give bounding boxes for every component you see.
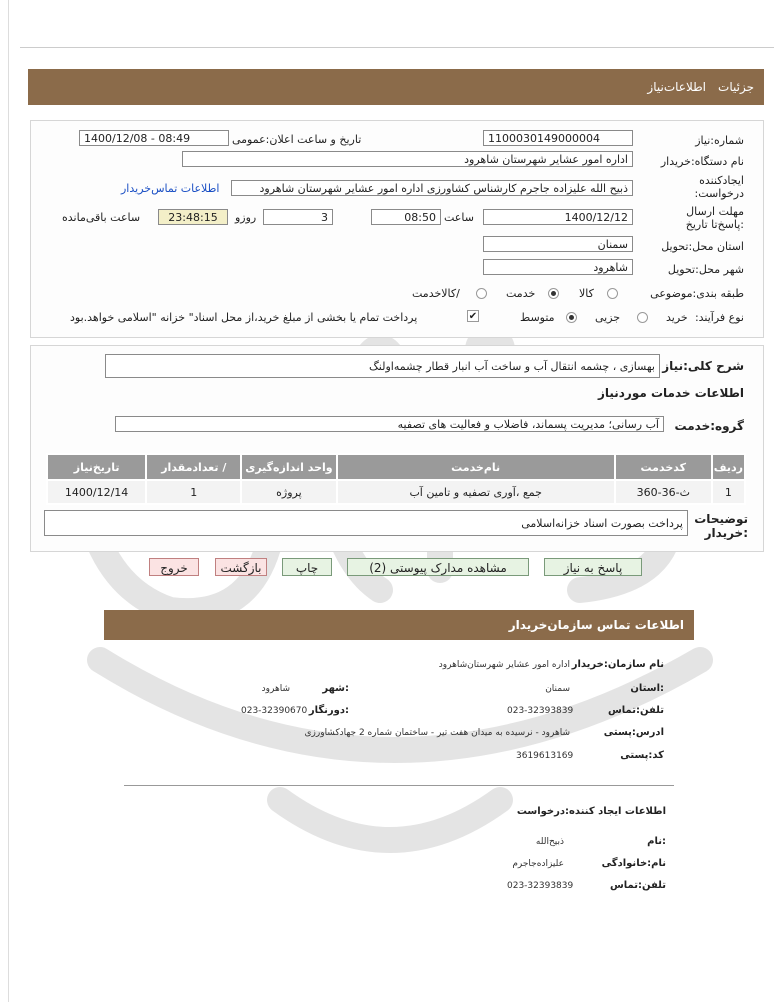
table-row <box>47 480 745 504</box>
deadline-time-field: 08:50 <box>371 209 441 225</box>
creator-phone-label: تلفن:تماس <box>609 880 666 891</box>
announce-label: تاریخ و ساعت اعلان:عمومی <box>232 133 362 146</box>
cell-service-code: ث-36-360 <box>615 480 712 504</box>
process-medium-radio[interactable] <box>566 312 577 323</box>
col-service-code: کدخدمت <box>615 454 712 480</box>
contact-fax: 023-32390670 <box>241 706 308 716</box>
cell-need-date: 1400/12/14 <box>47 480 146 504</box>
city-field: شاهرود <box>483 259 633 275</box>
province-label: استان محل:تحویل <box>661 240 744 253</box>
reply-button[interactable]: پاسخ به نیاز <box>544 558 642 576</box>
category-goods-radio[interactable] <box>607 288 618 299</box>
creator-name: ذبیح‌الله <box>535 837 564 847</box>
creator-name-label: :نام <box>647 836 666 847</box>
time-label: ساعت <box>444 211 474 224</box>
col-service-name: نام‌خدمت <box>337 454 615 480</box>
col-unit: واحد اندازه‌گیری <box>241 454 336 480</box>
category-goods-service-label: /کالاخدمت <box>412 287 460 300</box>
left-border <box>8 0 9 1002</box>
category-service-label: خدمت <box>506 287 536 300</box>
contact-province: سمنان <box>545 684 570 694</box>
process-minor-label: جزیی <box>595 311 621 324</box>
print-button[interactable]: چاپ <box>282 558 332 576</box>
province-field: سمنان <box>483 236 633 252</box>
creator-family: علیزاده‌جاجرم <box>512 859 564 869</box>
category-label: طبقه بندی:موضوعی <box>650 287 744 300</box>
buyer-contact-link[interactable]: اطلاعات تماس‌خریدار <box>121 182 220 195</box>
creator-family-label: نام:خانوادگی <box>601 858 666 869</box>
col-quantity: / تعدادمقدار <box>146 454 241 480</box>
announce-field: 1400/12/08 - 08:49 <box>79 130 229 146</box>
contact-org-label: نام سازمان:خریدار <box>571 659 664 670</box>
contact-postal: 3619613169 <box>516 751 574 761</box>
col-need-date: تاریخ‌نیاز <box>47 454 146 480</box>
creator-field: ذبیح الله علیزاده جاجرم کارشناس کشاورزی اداره امور عشایر شهرستان شاهرود <box>231 180 633 196</box>
process-purchase-label: خرید <box>666 311 688 324</box>
buyer-org-field: اداره امور عشایر شهرستان شاهرود <box>182 151 633 167</box>
creator-phone: 023-32393839 <box>507 881 574 891</box>
service-group-field: آب رسانی؛ مدیریت پسماند، فاضلاب و فعالیت های تصفیه <box>115 416 664 432</box>
payment-checkbox[interactable]: ✔ <box>468 311 478 322</box>
contact-city-label: :شهر <box>322 683 349 694</box>
table-header-row <box>47 454 745 480</box>
contact-phone: 023-32393839 <box>507 706 574 716</box>
contact-address: شاهرود - نرسیده به میدان هفت تیر - ساختمان شماره 2 جهادکشاورزی <box>304 728 570 738</box>
services-table <box>46 453 746 505</box>
remaining-timer: 23:48:15 <box>158 209 228 225</box>
buyer-notes-label: توضیحات :خریدار <box>694 512 748 540</box>
process-medium-label: متوسط <box>520 311 555 324</box>
buyer-org-label: نام دستگاه:خریدار <box>660 155 744 168</box>
back-button[interactable]: بازگشت <box>215 558 267 576</box>
service-group-label: گروه:خدمت <box>674 419 744 433</box>
contact-province-label: :استان <box>630 683 664 694</box>
category-goods-service-radio[interactable] <box>476 288 487 299</box>
details-header-bar <box>28 69 764 105</box>
cell-service-name: جمع ،آوری تصفیه و تامین آب <box>337 480 615 504</box>
top-divider <box>20 47 774 48</box>
contact-phone-label: تلفن:تماس <box>607 705 664 716</box>
category-goods-label: کالا <box>579 287 594 300</box>
category-service-radio[interactable] <box>548 288 559 299</box>
contact-header-bar <box>104 610 694 640</box>
exit-button[interactable]: خروج <box>149 558 199 576</box>
days-label: روزو <box>235 211 257 224</box>
contact-postal-label: کد:پستی <box>620 750 664 761</box>
creator-info-title: اطلاعات ایجاد کننده:درخواست <box>516 806 666 817</box>
description-label: شرح کلی:نیاز <box>662 359 744 373</box>
creator-label: ایجادکننده درخواست: <box>694 174 744 200</box>
contact-address-label: ادرس:پستی <box>603 727 664 738</box>
deadline-date-field: 1400/12/12 <box>483 209 633 225</box>
need-number-label: شماره:نیاز <box>695 134 744 147</box>
contact-divider <box>124 785 674 786</box>
tab-details[interactable]: جزئیات <box>718 80 754 94</box>
cell-row: 1 <box>712 480 745 504</box>
tab-need-info[interactable]: اطلاعات‌نیاز <box>647 80 706 94</box>
payment-note: پرداخت تمام یا بخشی از مبلغ خرید،از محل اسناد" خزانه "اسلامی خواهد.بود <box>70 311 418 324</box>
contact-org: اداره امور عشایر شهرستان‌شاهرود <box>438 660 570 670</box>
attachments-button[interactable]: مشاهده مدارک پیوستی (2) <box>347 558 529 576</box>
cell-quantity: 1 <box>146 480 241 504</box>
contact-fax-label: :دورنگار <box>308 705 349 716</box>
remaining-label: ساعت باقی‌مانده <box>62 211 141 224</box>
description-field: بهسازی ، چشمه انتقال آب و ساخت آب انبار قطار چشمه‌اولنگ <box>105 354 660 378</box>
contact-title: اطلاعات تماس سازمان‌خریدار <box>508 618 684 632</box>
buyer-notes-field: پرداخت بصورت اسناد خزانه‌اسلامی <box>44 510 688 536</box>
cell-unit: پروژه <box>241 480 336 504</box>
deadline-label: مهلت ارسال :پاسخ‌تا تاریخ <box>685 205 744 231</box>
services-title: اطلاعات خدمات موردنیاز <box>597 386 744 400</box>
need-number-field: 1100030149000004 <box>483 130 633 146</box>
days-field: 3 <box>263 209 333 225</box>
process-minor-radio[interactable] <box>637 312 648 323</box>
process-label: نوع فرآیند: <box>694 311 744 324</box>
contact-city: شاهرود <box>261 684 290 694</box>
city-label: شهر محل:تحویل <box>667 263 744 276</box>
col-row: ردیف <box>712 454 745 480</box>
